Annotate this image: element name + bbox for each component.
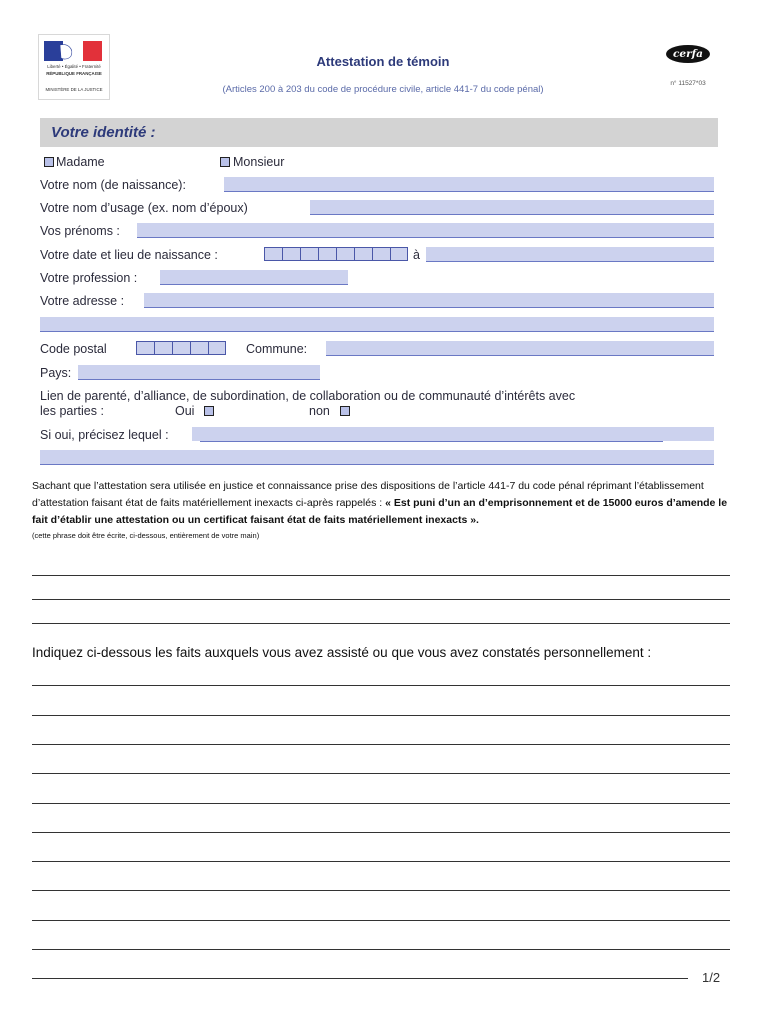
facts-line[interactable]	[32, 832, 730, 833]
label-lien-parties: les parties :	[40, 404, 104, 418]
facts-line[interactable]	[32, 744, 730, 745]
birth-place-field[interactable]	[426, 247, 714, 262]
declaration-bold: « Est puni d’un an d’emprisonnement et de 15000 euros d’amende le fait d’établir une attestation ou un certificat faisant état de faits matériellement inexacts ».	[32, 497, 728, 526]
nom-usage-field[interactable]	[310, 200, 714, 215]
facts-line[interactable]	[32, 715, 730, 716]
label-nom-usage: Votre nom d’usage (ex. nom d’époux)	[40, 201, 248, 215]
facts-line[interactable]	[32, 685, 730, 686]
label-si-oui: Si oui, précisez lequel :	[40, 428, 169, 442]
declaration-note: (cette phrase doit être écrite, ci-dessous, entièrement de votre main)	[32, 531, 260, 540]
checkbox-oui[interactable]	[204, 406, 214, 416]
handwriting-line[interactable]	[32, 575, 730, 576]
handwriting-line[interactable]	[32, 599, 730, 600]
label-adresse: Votre adresse :	[40, 294, 125, 308]
nom-naissance-field[interactable]	[224, 177, 714, 192]
label-non: non	[309, 404, 330, 418]
label-prenoms: Vos prénoms :	[40, 224, 120, 238]
label-oui: Oui	[175, 404, 195, 418]
facts-line[interactable]	[32, 773, 730, 774]
label-code-postal: Code postal	[40, 342, 107, 356]
facts-line[interactable]	[32, 803, 730, 804]
profession-field[interactable]	[160, 270, 348, 285]
facts-line[interactable]	[32, 920, 730, 921]
logo-ministere: MINISTÈRE DE LA JUSTICE	[45, 87, 103, 92]
cerfa-logo: cerfa	[666, 45, 710, 63]
handwriting-line[interactable]	[32, 623, 730, 624]
pays-field[interactable]	[78, 365, 320, 380]
cerfa-number: n° 11527*03	[670, 80, 706, 87]
logo-republique: RÉPUBLIQUE FRANÇAISE	[46, 71, 102, 76]
adresse-field-2[interactable]	[40, 317, 714, 332]
facts-heading: Indiquez ci-dessous les faits auxquels vous avez assisté ou que vous avez constatés personnellement :	[32, 645, 652, 660]
label-pays: Pays:	[40, 366, 72, 380]
checkbox-non[interactable]	[340, 406, 350, 416]
label-monsieur: Monsieur	[233, 155, 285, 169]
page-title: Attestation de témoin	[316, 54, 450, 69]
label-date-lieu: Votre date et lieu de naissance :	[40, 248, 218, 262]
marianne-logo	[38, 34, 110, 100]
label-lien: Lien de parenté, d’alliance, de subordination, de collaboration ou de communauté d’intérêts avec	[40, 389, 576, 403]
checkbox-madame[interactable]	[44, 157, 54, 167]
facts-line[interactable]	[32, 978, 688, 979]
label-nom-naissance: Votre nom (de naissance):	[40, 178, 186, 192]
commune-field[interactable]	[326, 341, 714, 356]
page-number: 1/2	[702, 970, 721, 985]
si-oui-field-2[interactable]	[40, 450, 714, 465]
section-title: Votre identité :	[51, 124, 156, 141]
checkbox-monsieur[interactable]	[220, 157, 230, 167]
label-a: à	[413, 248, 420, 262]
label-commune: Commune:	[246, 342, 308, 356]
label-profession: Votre profession :	[40, 271, 138, 285]
logo-motto: Liberté • Égalité • Fraternité	[47, 64, 101, 69]
page-subtitle: (Articles 200 à 203 du code de procédure civile, article 441-7 du code pénal)	[222, 84, 544, 95]
si-oui-underline	[200, 441, 663, 442]
declaration-text	[32, 478, 732, 529]
label-madame: Madame	[56, 155, 105, 169]
facts-line[interactable]	[32, 890, 730, 891]
code-postal-field[interactable]	[136, 341, 226, 355]
adresse-field[interactable]	[144, 293, 714, 308]
prenoms-field[interactable]	[137, 223, 714, 238]
facts-line[interactable]	[32, 949, 730, 950]
si-oui-field[interactable]	[192, 427, 714, 441]
declaration-normal: Sachant que l’attestation sera utilisée en justice et connaissance prise des dispositions de l’article 441-7 du code pénal réprimant l’établissement d’attestation faisant état de faits matériellement inexacts ci-après rappelés :	[32, 480, 704, 509]
marianne-flag-icon	[44, 41, 102, 61]
facts-line[interactable]	[32, 861, 730, 862]
birth-date-field[interactable]	[264, 247, 408, 261]
